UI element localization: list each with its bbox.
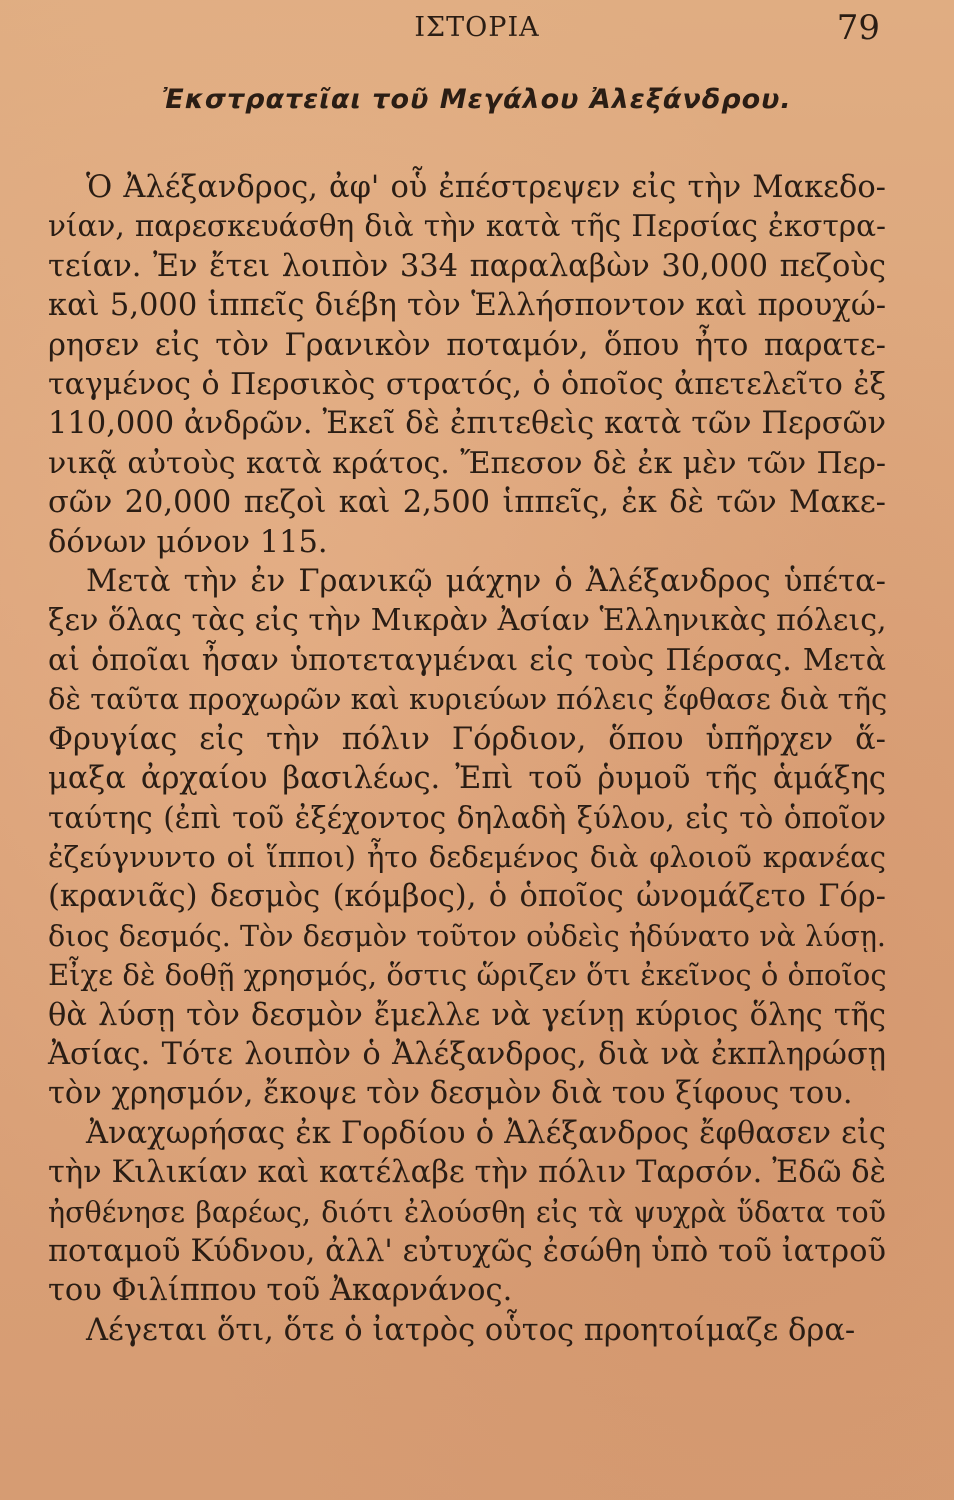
text-line: 110,000 ἀνδρῶν. Ἐκεῖ δὲ ἐπιτεθεὶς κατὰ τῶν Περσῶν [48,406,886,442]
running-title: ΙΣΤΟΡΙΑ [414,12,540,43]
text-line: ἠσθένησε βαρέως, διότι ἐλούσθη εἰς τὰ ψυχρὰ ὕδατα τοῦ [48,1195,886,1229]
paragraph [48,1311,886,1350]
text-line: σῶν 20,000 πεζοὶ καὶ 2,500 ἱππεῖς, ἐκ δὲ τῶν Μακε- [48,485,886,521]
chapter-title: Ἐκστρατεῖαι τοῦ Μεγάλου Ἀλεξάνδρου. [162,84,792,115]
text-line: ταγμένος ὁ Περσικὸς στρατός, ὁ ὁποῖος ἀπετελεῖτο ἐξ [48,367,886,403]
text-line: μαξα ἀρχαίου βασιλέως. Ἐπὶ τοῦ ῥυμοῦ τῆς ἁμάξης [48,761,886,797]
text-line: ταύτης (ἐπὶ τοῦ ἐξέχοντος δηλαδὴ ξύλου, εἰς τὸ ὁποῖον [48,800,886,835]
text-line: τὴν Κιλικίαν καὶ κατέλαβε τὴν πόλιν Ταρσόν. Ἐδῶ δὲ [48,1155,886,1191]
body-text [48,168,886,1350]
text-line: Φρυγίας εἰς τὴν πόλιν Γόρδιον, ὅπου ὑπῆρχεν ἅ- [48,721,886,757]
text-line: ἐζεύγνυντο οἱ ἵπποι) ἦτο δεδεμένος διὰ φλοιοῦ κρανέας [48,839,886,874]
paragraph [48,1114,886,1311]
text-line: τείαν. Ἐν ἔτει λοιπὸν 334 παραλαβὼν 30,000 πεζοὺς [48,248,886,284]
text-line: (κρανιᾶς) δεσμὸς (κόμβος), ὁ ὁποῖος ὠνομάζετο Γόρ- [48,879,886,915]
text-line: Ἀσίας. Τότε λοιπὸν ὁ Ἀλέξανδρος, διὰ νὰ ἐκπληρώσῃ [48,1036,886,1072]
text-line: νίαν, παρεσκευάσθη διὰ τὴν κατὰ τῆς Περσίας ἐκστρα- [48,209,886,244]
text-line: θὰ λύσῃ τὸν δεσμὸν ἔμελλε νὰ γείνῃ κύριος ὅλης τῆς [48,997,886,1033]
text-line: Λέγεται ὅτι, ὅτε ὁ ἰατρὸς οὗτος προητοίμαζε δρα- [86,1312,856,1348]
text-line: ξεν ὅλας τὰς εἰς τὴν Μικρὰν Ἀσίαν Ἑλληνικὰς πόλεις, [48,603,887,639]
text-line: Ὁ Ἀλέξανδρος, ἀφ' οὗ ἐπέστρεψεν εἰς τὴν Μακεδο- [86,170,886,205]
page-header [0,8,954,48]
text-line: Ἀναχωρήσας ἐκ Γορδίου ὁ Ἀλέξανδρος ἔφθασεν εἰς [86,1115,886,1151]
text-line: καὶ 5,000 ἱππεῖς διέβη τὸν Ἑλλήσποντον καὶ προυχώ- [48,288,886,324]
text-line: ποταμοῦ Κύδνου, ἀλλ' εὐτυχῶς ἐσώθη ὑπὸ τοῦ ἰατροῦ [48,1233,886,1269]
text-line: ρησεν εἰς τὸν Γρανικὸν ποταμόν, ὅπου ἦτο παρατε- [48,327,886,363]
page-number: 79 [836,8,880,48]
paragraph [48,168,886,562]
text-line: διος δεσμός. Τὸν δεσμὸν τοῦτον οὐδεὶς ἠδύνατο νὰ λύσῃ. [48,919,886,953]
text-line: τὸν χρησμόν, ἔκοψε τὸν δεσμὸν διὰ του ξίφους του. [48,1076,853,1112]
text-line: δόνων μόνον 115. [48,524,328,560]
text-line: του Φιλίππου τοῦ Ἀκαρνάνος. [48,1273,513,1309]
text-line: δὲ ταῦτα προχωρῶν καὶ κυριεύων πόλεις ἔφθασε διὰ τῆς [48,682,888,717]
text-line: νικᾷ αὐτοὺς κατὰ κράτος. Ἔπεσον δὲ ἐκ μὲν τῶν Περ- [48,445,886,481]
paragraph [48,562,886,1114]
text-line: αἱ ὁποῖαι ἦσαν ὑποτεταγμέναι εἰς τοὺς Πέρσας. Μετὰ [48,642,886,678]
text-line: Μετὰ τὴν ἐν Γρανικῷ μάχην ὁ Ἀλέξανδρος ὑπέτα- [86,564,886,600]
text-line: Εἶχε δὲ δοθῇ χρησμός, ὅστις ὥριζεν ὅτι ἐκεῖνος ὁ ὁποῖος [48,958,887,993]
